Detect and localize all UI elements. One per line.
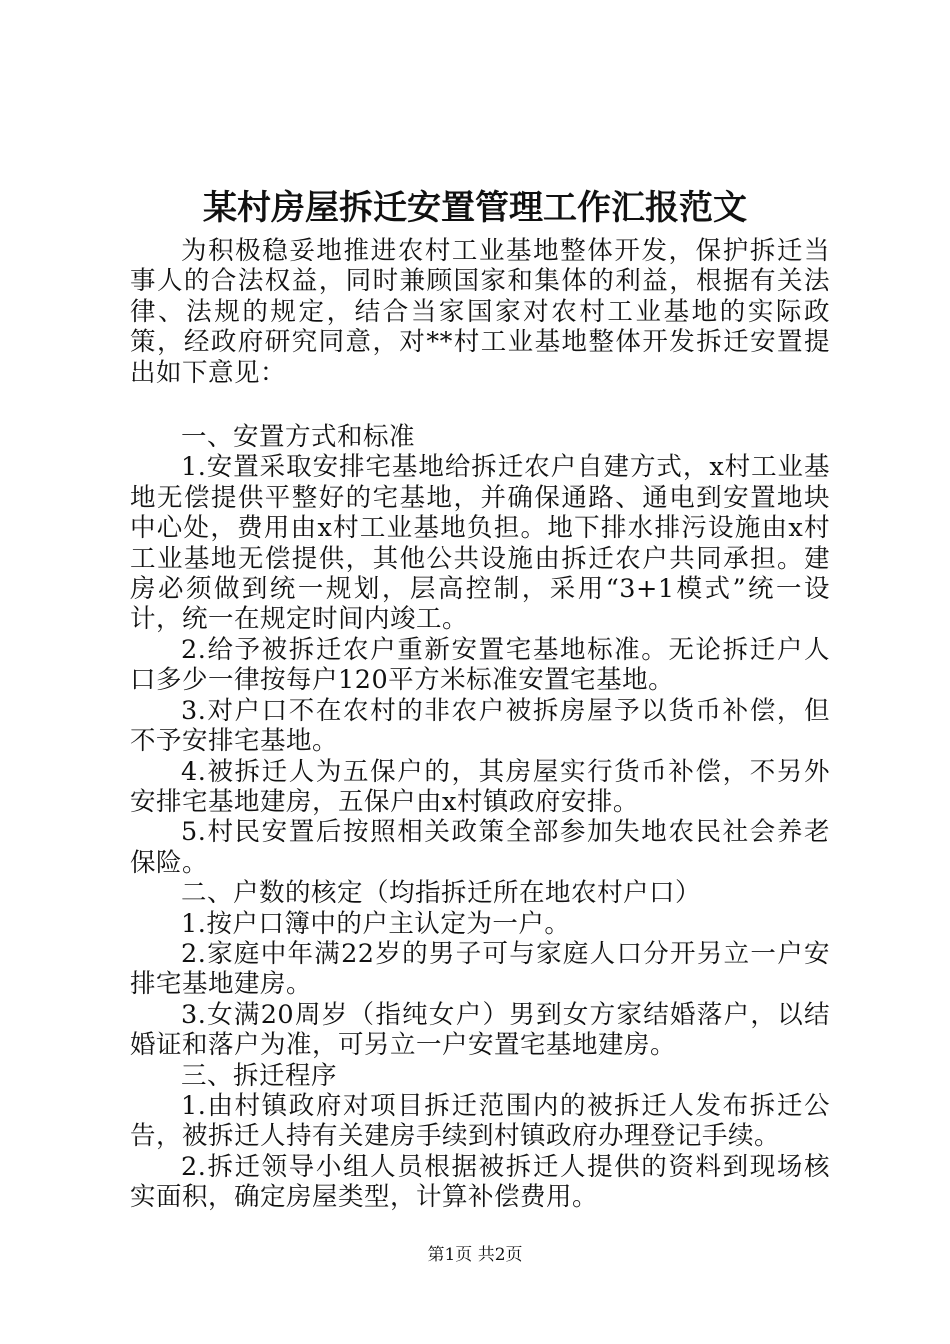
section-heading-1: 一、安置方式和标准: [181, 422, 416, 453]
intro-paragraph: 为积极稳妥地推进农村工业基地整体开发，保护拆迁当事人的合法权益，同时兼顾国家和集体的利益，根据有关法律、法规的规定，结合当家国家对农村工业基地的实际政策，经政府研究同意，对**村工业基地整体开发拆迁安置提出如下意见：: [130, 236, 830, 388]
paragraph: 3.女满20周岁（指纯女户）男到女方家结婚落户，以结婚证和落户为准，可另立一户安置宅基地建房。: [130, 999, 830, 1061]
paragraph: 1.安置采取安排宅基地给拆迁农户自建方式，x村工业基地无偿提供平整好的宅基地，并确保通路、通电到安置地块中心处，费用由x村工业基地负担。地下排水排污设施由x村工业基地无偿提供，其他公共设施由拆迁农户共同承担。建房必须做到统一规划，层高控制，采用“3+1模式”统一设计，统一在规定时间内竣工。: [130, 452, 830, 635]
paragraph-gap: [130, 388, 830, 422]
paragraph: 1.按户口簿中的户主认定为一户。: [181, 908, 571, 939]
paragraph: 2.拆迁领导小组人员根据被拆迁人提供的资料到现场核实面积，确定房屋类型，计算补偿费用。: [130, 1151, 830, 1213]
paragraph: 2.给予被拆迁农户重新安置宅基地标准。无论拆迁户人口多少一律按每户120平方米标准安置宅基地。: [130, 634, 830, 696]
section-heading-2: 二、户数的核定（均指拆迁所在地农村户口）: [181, 878, 702, 909]
paragraph: 3.对户口不在农村的非农户被拆房屋予以货币补偿，但不予安排宅基地。: [130, 695, 830, 757]
paragraph: 2.家庭中年满22岁的男子可与家庭人口分开另立一户安排宅基地建房。: [130, 938, 830, 1000]
section-heading-3: 三、拆迁程序: [181, 1060, 338, 1091]
paragraph: 1.由村镇政府对项目拆迁范围内的被拆迁人发布拆迁公告，被拆迁人持有关建房手续到村镇政府办理登记手续。: [130, 1090, 830, 1152]
paragraph: 5.村民安置后按照相关政策全部参加失地农民社会养老保险。: [130, 817, 830, 878]
document-title: 某村房屋拆迁安置管理工作汇报范文: [203, 188, 747, 228]
page-footer: 第1页 共2页: [427, 1245, 523, 1265]
paragraph: 4.被拆迁人为五保户的，其房屋实行货币补偿，不另外安排宅基地建房，五保户由x村镇政府安排。: [130, 756, 830, 817]
document-body: [130, 236, 830, 1213]
